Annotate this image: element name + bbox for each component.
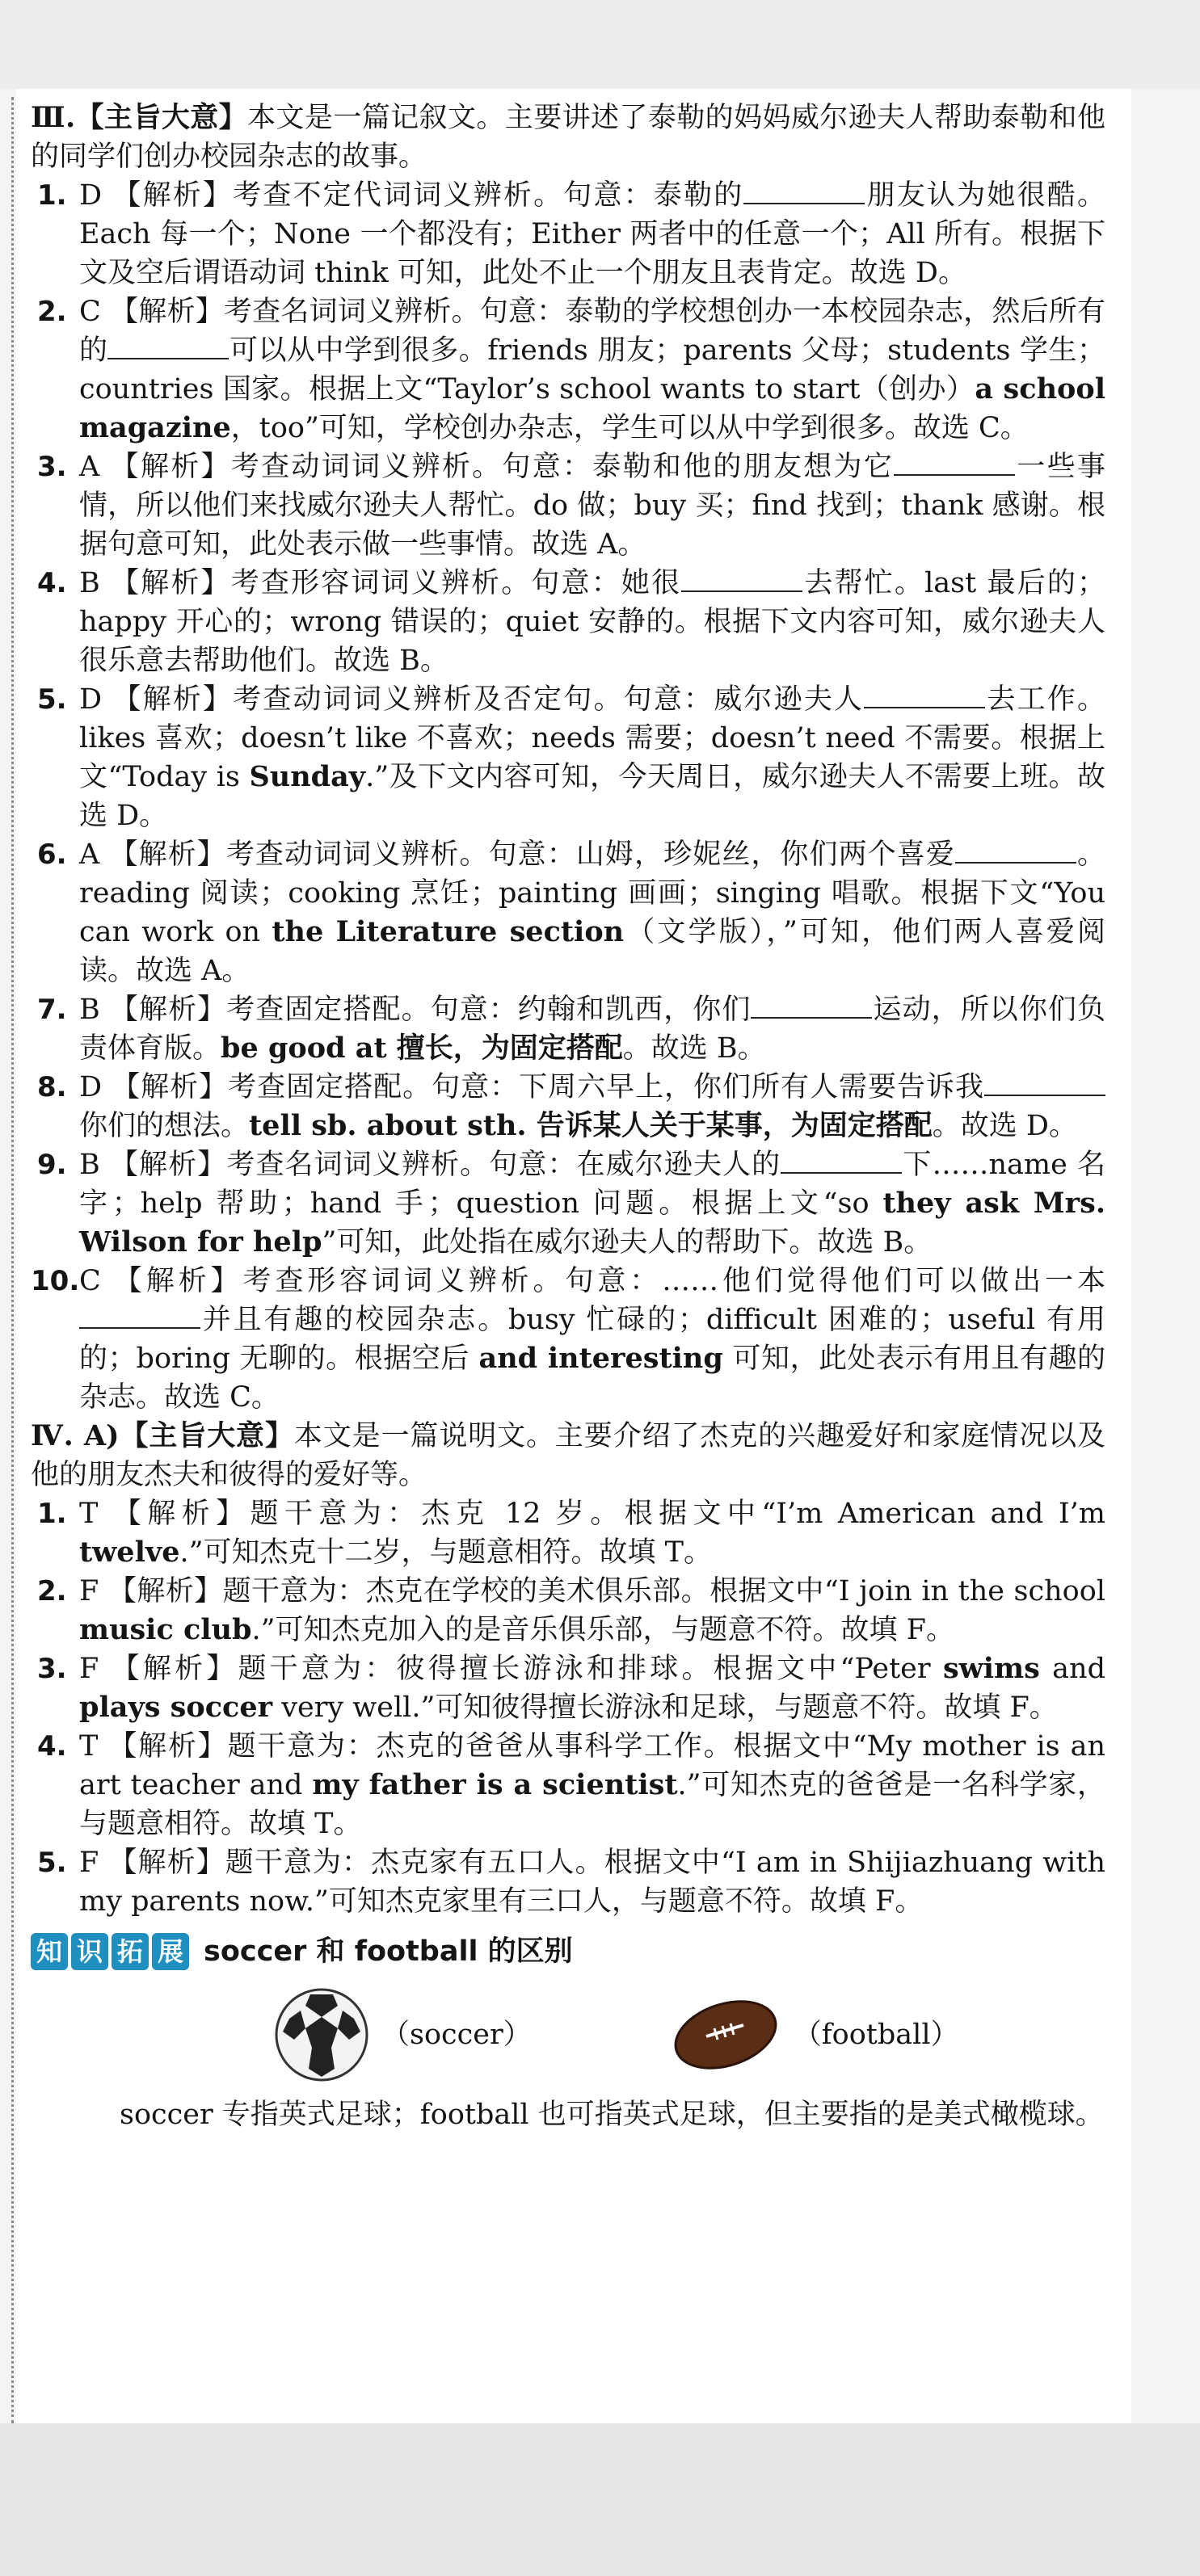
explanation-text: A 【解析】考查动词词义辨析。句意：山姆，珍妮丝，你们两个喜爱 [79,838,955,871]
answer-blank [751,993,872,1019]
football-label: （football） [793,2019,959,2051]
explanation-text: F 【解析】题干意为：彼得擅长游泳和排球。根据文中“Peter [79,1653,943,1685]
answer-blank [79,1303,200,1329]
explanation-text: be good at 擅长，为固定搭配 [221,1032,623,1065]
explanation-text: 可以从中学到很多。friends 朋友；parents 父母；students 学生；countries 国家。根据上文“Taylor’s school wants to start（创办） [79,334,1105,406]
answer-blank [894,450,1015,476]
explanation-text: tell sb. about sth. 告诉某人关于某事，为固定搭配 [249,1109,933,1142]
explanation-text: B 【解析】考查固定搭配。句意：约翰和凯西，你们 [79,994,752,1026]
item-number: 6. [37,838,67,871]
s3-item-2 [31,292,1105,448]
explanation-text: B 【解析】考查形容词词义辨析。句意：她很 [79,567,682,599]
section3-intro: Ⅲ.【主旨大意】本文是一篇记叙文。主要讲述了泰勒的妈妈威尔逊夫人帮助泰勒和他的同学们创办校园杂志的故事。 [31,101,1105,173]
explanation-text: 。故选 B。 [622,1032,766,1065]
explanation-text: 并且有趣的校园杂志。busy 忙碌的；difficult 困难的；useful 有用的；boring 无聊的。根据空后 [79,1304,1105,1375]
item-number: 5. [37,683,67,716]
item-number: 1. [37,179,67,212]
explanation-text: A 【解析】考查动词词义辨析。句意：泰勒和他的朋友想为它 [79,451,895,483]
explanation-text: ”可知，此处指在威尔逊夫人的帮助下。故选 B。 [322,1226,933,1259]
answer-blank [864,683,985,708]
s4-item-5 [31,1843,1105,1921]
ball-illustrations [273,1982,1105,2087]
section4-intro: Ⅳ. A)【主旨大意】本文是一篇说明文。主要介绍了杰克的兴趣爱好和家庭情况以及他的朋友杰夫和彼得的爱好等。 [31,1419,1105,1491]
bottom-margin [0,2423,1200,2576]
explanation-text: D 【解析】考查动词词义辨析及否定句。句意：威尔逊夫人 [79,683,865,716]
s3-item-3 [31,448,1105,564]
s4-item-2 [31,1572,1105,1649]
explanation-text: .”可知杰克十二岁，与题意相符。故填 T。 [179,1536,712,1569]
american-football-icon [669,1994,782,2075]
dotted-margin-line [11,97,14,2423]
item-number: 3. [37,1653,67,1685]
explanation-text: twelve [79,1536,180,1569]
soccer-label: （soccer） [381,2019,532,2051]
explanation-text: ，too”可知，学校创办杂志，学生可以从中学到很多。故选 C。 [230,412,1029,444]
explanation-text: and [1039,1653,1105,1685]
explanation-text: 一些事情，所以他们来找威尔逊夫人帮忙。do 做；buy 买；find 找到；thank 感谢。根据句意可知，此处表示做一些事情。故选 A。 [79,451,1105,561]
explanation-text: T 【解析】题干意为：杰克 12 岁。根据文中“I’m American and I’m [79,1498,1105,1530]
explanation-text: C 【解析】考查形容词词义辨析。句意：……他们觉得他们可以做出一本 [79,1265,1105,1297]
s3-item-1 [31,176,1105,292]
answer-blank [781,1148,902,1174]
explanation-text: 去帮忙。last 最后的；happy 开心的；wrong 错误的；quiet 安静的。根据下文内容可知，威尔逊夫人很乐意去帮助他们。故选 B。 [79,567,1105,677]
explanation-text: 。reading 阅读；cooking 烹饪；painting 画画；singing 唱歌。根据下文“You can work on [79,838,1105,948]
explanation-text: they ask Mrs. Wilson for help [79,1187,1105,1259]
explanation-text: F 【解析】题干意为：杰克在学校的美术俱乐部。根据文中“I join in the school [79,1575,1105,1607]
knowledge-note: soccer 专指英式足球；football 也可指英式足球，但主要指的是美式橄榄球。 [120,2099,1104,2131]
explanation-text: 朋友认为她很酷。Each 每一个；None 一个都没有；Either 两者中的任意一个；All 所有。根据下文及空后谓语动词 think 可知，此处不止一个朋友且表肯定。故选 D。 [79,179,1105,289]
item-number: 4. [37,1730,67,1763]
explanation-text: （文学版），”可知，他们两人喜爱阅读。故选 A。 [79,916,1105,987]
s4-item-3 [31,1649,1105,1727]
explanation-text: swims [942,1652,1040,1685]
s3-item-8 [31,1068,1105,1145]
explanation-text: plays soccer [79,1691,273,1724]
knowledge-title: soccer 和 football 的区别 [204,1935,573,1968]
explanation-text: B 【解析】考查名词词义辨析。句意：在威尔逊夫人的 [79,1149,781,1181]
explanation-text: the Literature section [272,915,625,948]
answer-blank [955,838,1076,864]
s3-item-4 [31,564,1105,680]
explanation-text: 下……name 名字；help 帮助；hand 手；question 问题。根据上文“so [79,1149,1106,1220]
explanation-text: F 【解析】题干意为：杰克家有五口人。根据文中“I am in Shijiazhuang with my parents now.”可知杰克家里有三口人，与题意不符。故填 F。 [79,1847,1105,1918]
explanation-text: .”可知杰克加入的是音乐俱乐部，与题意不符。故填 F。 [251,1614,954,1646]
explanation-text: C 【解析】考查名词词义辨析。句意：泰勒的学校想创办一本校园杂志，然后所有的 [79,296,1105,367]
explanation-text: Sunday [249,760,366,793]
s4-item-4 [31,1727,1105,1843]
s3-item-10 [31,1262,1105,1417]
answer-blank [743,179,865,204]
item-number: 2. [37,296,67,328]
item-number: 1. [37,1498,67,1530]
answer-blank [984,1070,1105,1096]
item-number: 2. [37,1575,67,1607]
item-number: 7. [37,994,67,1026]
top-margin [0,0,1200,89]
explanation-text: .”及下文内容可知，今天周日，威尔逊夫人不需要上班。故选 D。 [79,761,1105,832]
s3-item-6 [31,835,1105,990]
explanation-text: a school magazine [79,372,1105,444]
explanation-text: T 【解析】题干意为：杰克的爸爸从事科学工作。根据文中“My mother is an art teacher and [79,1730,1105,1801]
explanation-text: my father is a scientist [312,1768,678,1801]
soccer-ball-icon [273,1986,370,2083]
explanation-text: .”可知杰克的爸爸是一名科学家，与题意相符。故填 T。 [79,1769,1105,1840]
explanation-text: 可知，此处表示有用且有趣的杂志。故选 C。 [79,1343,1105,1414]
explanation-text: very well.”可知彼得擅长游泳和足球，与题意不符。故填 F。 [272,1691,1058,1724]
item-number: 9. [37,1149,67,1181]
explanation-text: D 【解析】考查固定搭配。句意：下周六早上，你们所有人需要告诉我 [79,1071,984,1103]
item-number: 10. [31,1265,80,1297]
explanation-text: D 【解析】考查不定代词词义辨析。句意：泰勒的 [79,179,744,212]
explanation-text: 去工作。likes 喜欢；doesn’t like 不喜欢；needs 需要；doesn’t need 不需要。根据上文“Today is [79,683,1105,793]
explanation-text: 运动，所以你们负责体育版。 [79,994,1105,1065]
knowledge-extension-header [31,1932,1105,1971]
answer-blank [107,334,229,359]
explanation-text: music club [79,1613,252,1646]
answer-blank [681,566,802,592]
answer-content [31,99,1105,2134]
s4-item-1 [31,1494,1105,1572]
item-number: 5. [37,1847,67,1879]
item-number: 8. [37,1071,67,1103]
s3-item-5 [31,680,1105,835]
item-number: 3. [37,451,67,483]
s3-item-9 [31,1145,1105,1262]
knowledge-badge: 知 识 拓 展 [31,1933,189,1970]
item-number: 4. [37,567,67,599]
explanation-text: and interesting [478,1342,723,1375]
s3-item-7 [31,990,1105,1068]
explanation-text: 。故选 D。 [932,1110,1077,1142]
explanation-text: 你们的想法。 [79,1110,250,1142]
